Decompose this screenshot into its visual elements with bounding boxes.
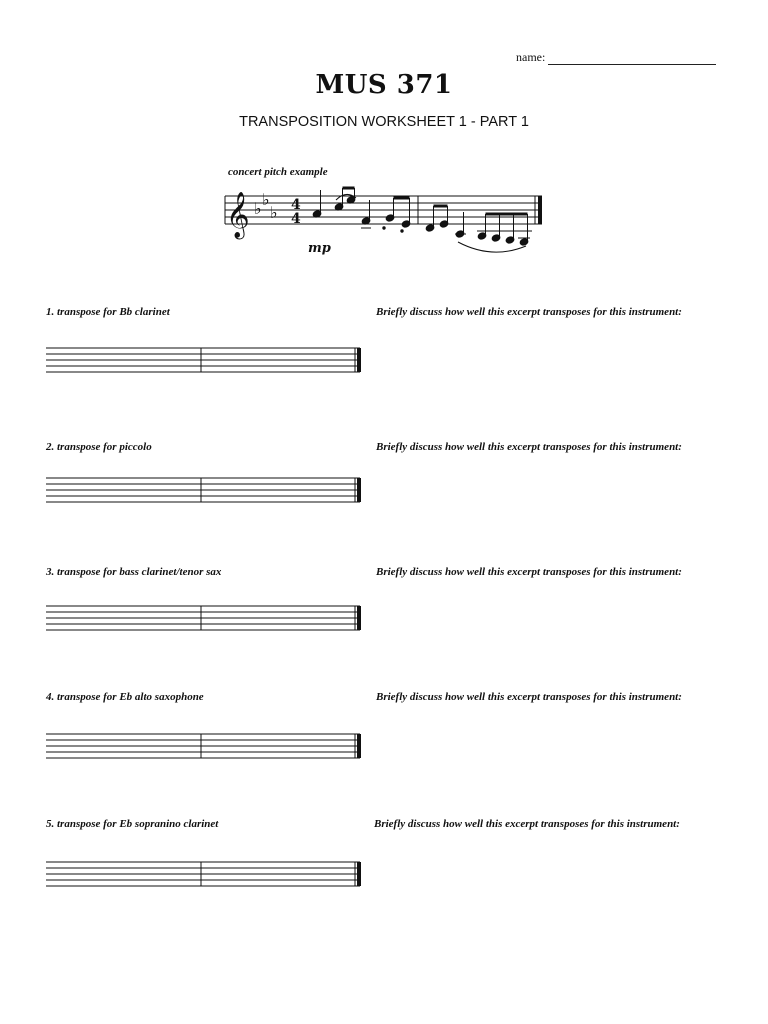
question-1-label: 1. transpose for Bb clarinet [46,306,170,318]
question-1-prompt: Briefly discuss how well this excerpt transposes for this instrument: [376,306,682,318]
svg-text:4: 4 [291,211,301,227]
concert-pitch-staff [222,178,546,260]
example-notes [312,188,532,252]
name-blank-line[interactable] [548,52,716,65]
svg-text:♭: ♭ [262,190,270,209]
question-5-label: 5. transpose for Eb sopranino clarinet [46,818,219,830]
question-4-prompt: Briefly discuss how well this excerpt transposes for this instrument: [376,691,682,703]
name-field[interactable] [516,50,716,65]
dynamic-marking: mp [308,241,331,256]
question-1-blank-staff[interactable] [44,343,364,377]
question-2-blank-staff[interactable] [44,473,364,507]
example-label: concert pitch example [228,166,328,178]
question-4-blank-staff[interactable] [44,729,364,763]
course-title: MUS 371 [315,70,453,100]
treble-clef-icon: 𝄞 [226,192,250,238]
svg-text:♭: ♭ [270,203,278,222]
question-3-prompt: Briefly discuss how well this excerpt transposes for this instrument: [376,566,682,578]
question-5-blank-staff[interactable] [44,857,364,891]
time-signature-icon [291,197,301,227]
question-2-label: 2. transpose for piccolo [46,441,152,453]
worksheet-subtitle: TRANSPOSITION WORKSHEET 1 - PART 1 [239,114,529,130]
question-3-blank-staff[interactable] [44,601,364,635]
question-5-prompt: Briefly discuss how well this excerpt transposes for this instrument: [374,818,680,830]
question-3-label: 3. transpose for bass clarinet/tenor sax [46,566,222,578]
question-4-label: 4. transpose for Eb alto saxophone [46,691,204,703]
svg-text:♭: ♭ [254,199,262,218]
name-label: name: [516,50,546,64]
svg-text:4: 4 [291,197,301,213]
question-2-prompt: Briefly discuss how well this excerpt transposes for this instrument: [376,441,682,453]
